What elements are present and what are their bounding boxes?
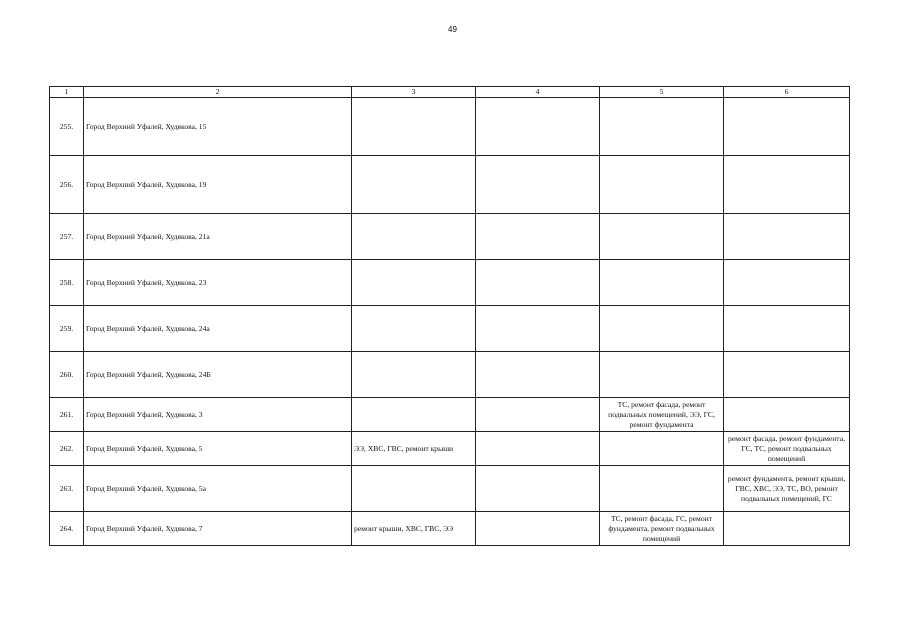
row-col-3: [352, 352, 476, 398]
row-col-3: ремонт крыши, ХВС, ГВС, ЭЭ: [352, 512, 476, 546]
row-col-4: [476, 352, 600, 398]
row-address: Город Верхний Уфалей, Худякова, 7: [84, 512, 352, 546]
column-header-2: 2: [84, 87, 352, 98]
row-col-4: [476, 466, 600, 512]
row-address: Город Верхний Уфалей, Худякова, 24а: [84, 306, 352, 352]
row-col-4: [476, 214, 600, 260]
table-row: [50, 398, 850, 432]
row-number: 263.: [50, 466, 84, 512]
row-col-6: [724, 214, 850, 260]
row-col-6: [724, 352, 850, 398]
column-header-3: 3: [352, 87, 476, 98]
row-col-3: [352, 398, 476, 432]
row-address: Город Верхний Уфалей, Худякова, 23: [84, 260, 352, 306]
row-col-3: [352, 98, 476, 156]
row-col-5: [600, 214, 724, 260]
header-row: [50, 87, 850, 98]
row-col-4: [476, 98, 600, 156]
column-header-4: 4: [476, 87, 600, 98]
row-col-3: [352, 260, 476, 306]
row-col-6: [724, 398, 850, 432]
row-number: 261.: [50, 398, 84, 432]
table-row: [50, 352, 850, 398]
row-col-4: [476, 432, 600, 466]
table-row: [50, 98, 850, 156]
row-col-5: [600, 432, 724, 466]
row-col-3: [352, 214, 476, 260]
row-col-6: ремонт фасада, ремонт фундамента, ГС, ТС, ремонт подвальных помещений: [724, 432, 850, 466]
row-number: 262.: [50, 432, 84, 466]
row-col-3: ЭЭ, ХВС, ГВС, ремонт крыши: [352, 432, 476, 466]
row-col-6: [724, 260, 850, 306]
row-col-5: ТС, ремонт фасада, ремонт подвальных помещений, ЭЭ, ГС, ремонт фундамента: [600, 398, 724, 432]
table-row: [50, 156, 850, 214]
row-col-6: ремонт фундамента, ремонт крыши, ГВС, ХВС, ЭЭ, ТС, ВО, ремонт подвальных помещений, ГС: [724, 466, 850, 512]
row-number: 264.: [50, 512, 84, 546]
column-header-5: 5: [600, 87, 724, 98]
register-table: [49, 86, 850, 546]
column-header-6: 6: [724, 87, 850, 98]
row-col-5: [600, 352, 724, 398]
row-col-5: [600, 306, 724, 352]
row-col-6: [724, 156, 850, 214]
row-col-6: [724, 306, 850, 352]
row-col-5: [600, 466, 724, 512]
row-col-5: [600, 260, 724, 306]
table-row: [50, 512, 850, 546]
table-row: [50, 306, 850, 352]
row-address: Город Верхний Уфалей, Худякова, 5: [84, 432, 352, 466]
row-number: 258.: [50, 260, 84, 306]
row-number: 255.: [50, 98, 84, 156]
row-address: Город Верхний Уфалей, Худякова, 24Б: [84, 352, 352, 398]
row-col-5: [600, 98, 724, 156]
table-row: [50, 466, 850, 512]
row-address: Город Верхний Уфалей, Худякова, 15: [84, 98, 352, 156]
page-number: 49: [448, 25, 457, 34]
row-number: 259.: [50, 306, 84, 352]
row-col-4: [476, 398, 600, 432]
row-col-3: [352, 306, 476, 352]
column-header-1: 1: [50, 87, 84, 98]
row-col-4: [476, 512, 600, 546]
row-col-3: [352, 466, 476, 512]
row-number: 256.: [50, 156, 84, 214]
row-number: 257.: [50, 214, 84, 260]
table-row: [50, 214, 850, 260]
row-col-4: [476, 156, 600, 214]
row-col-6: [724, 512, 850, 546]
row-col-4: [476, 306, 600, 352]
table-row: [50, 432, 850, 466]
row-address: Город Верхний Уфалей, Худякова, 21а: [84, 214, 352, 260]
row-address: Город Верхний Уфалей, Худякова, 19: [84, 156, 352, 214]
row-col-3: [352, 156, 476, 214]
row-address: Город Верхний Уфалей, Худякова, 3: [84, 398, 352, 432]
row-address: Город Верхний Уфалей, Худякова, 5а: [84, 466, 352, 512]
table-row: [50, 260, 850, 306]
row-col-5: ТС, ремонт фасада, ГС, ремонт фундамента, ремонт подвальных помещений: [600, 512, 724, 546]
row-col-4: [476, 260, 600, 306]
row-col-6: [724, 98, 850, 156]
row-number: 260.: [50, 352, 84, 398]
row-col-5: [600, 156, 724, 214]
